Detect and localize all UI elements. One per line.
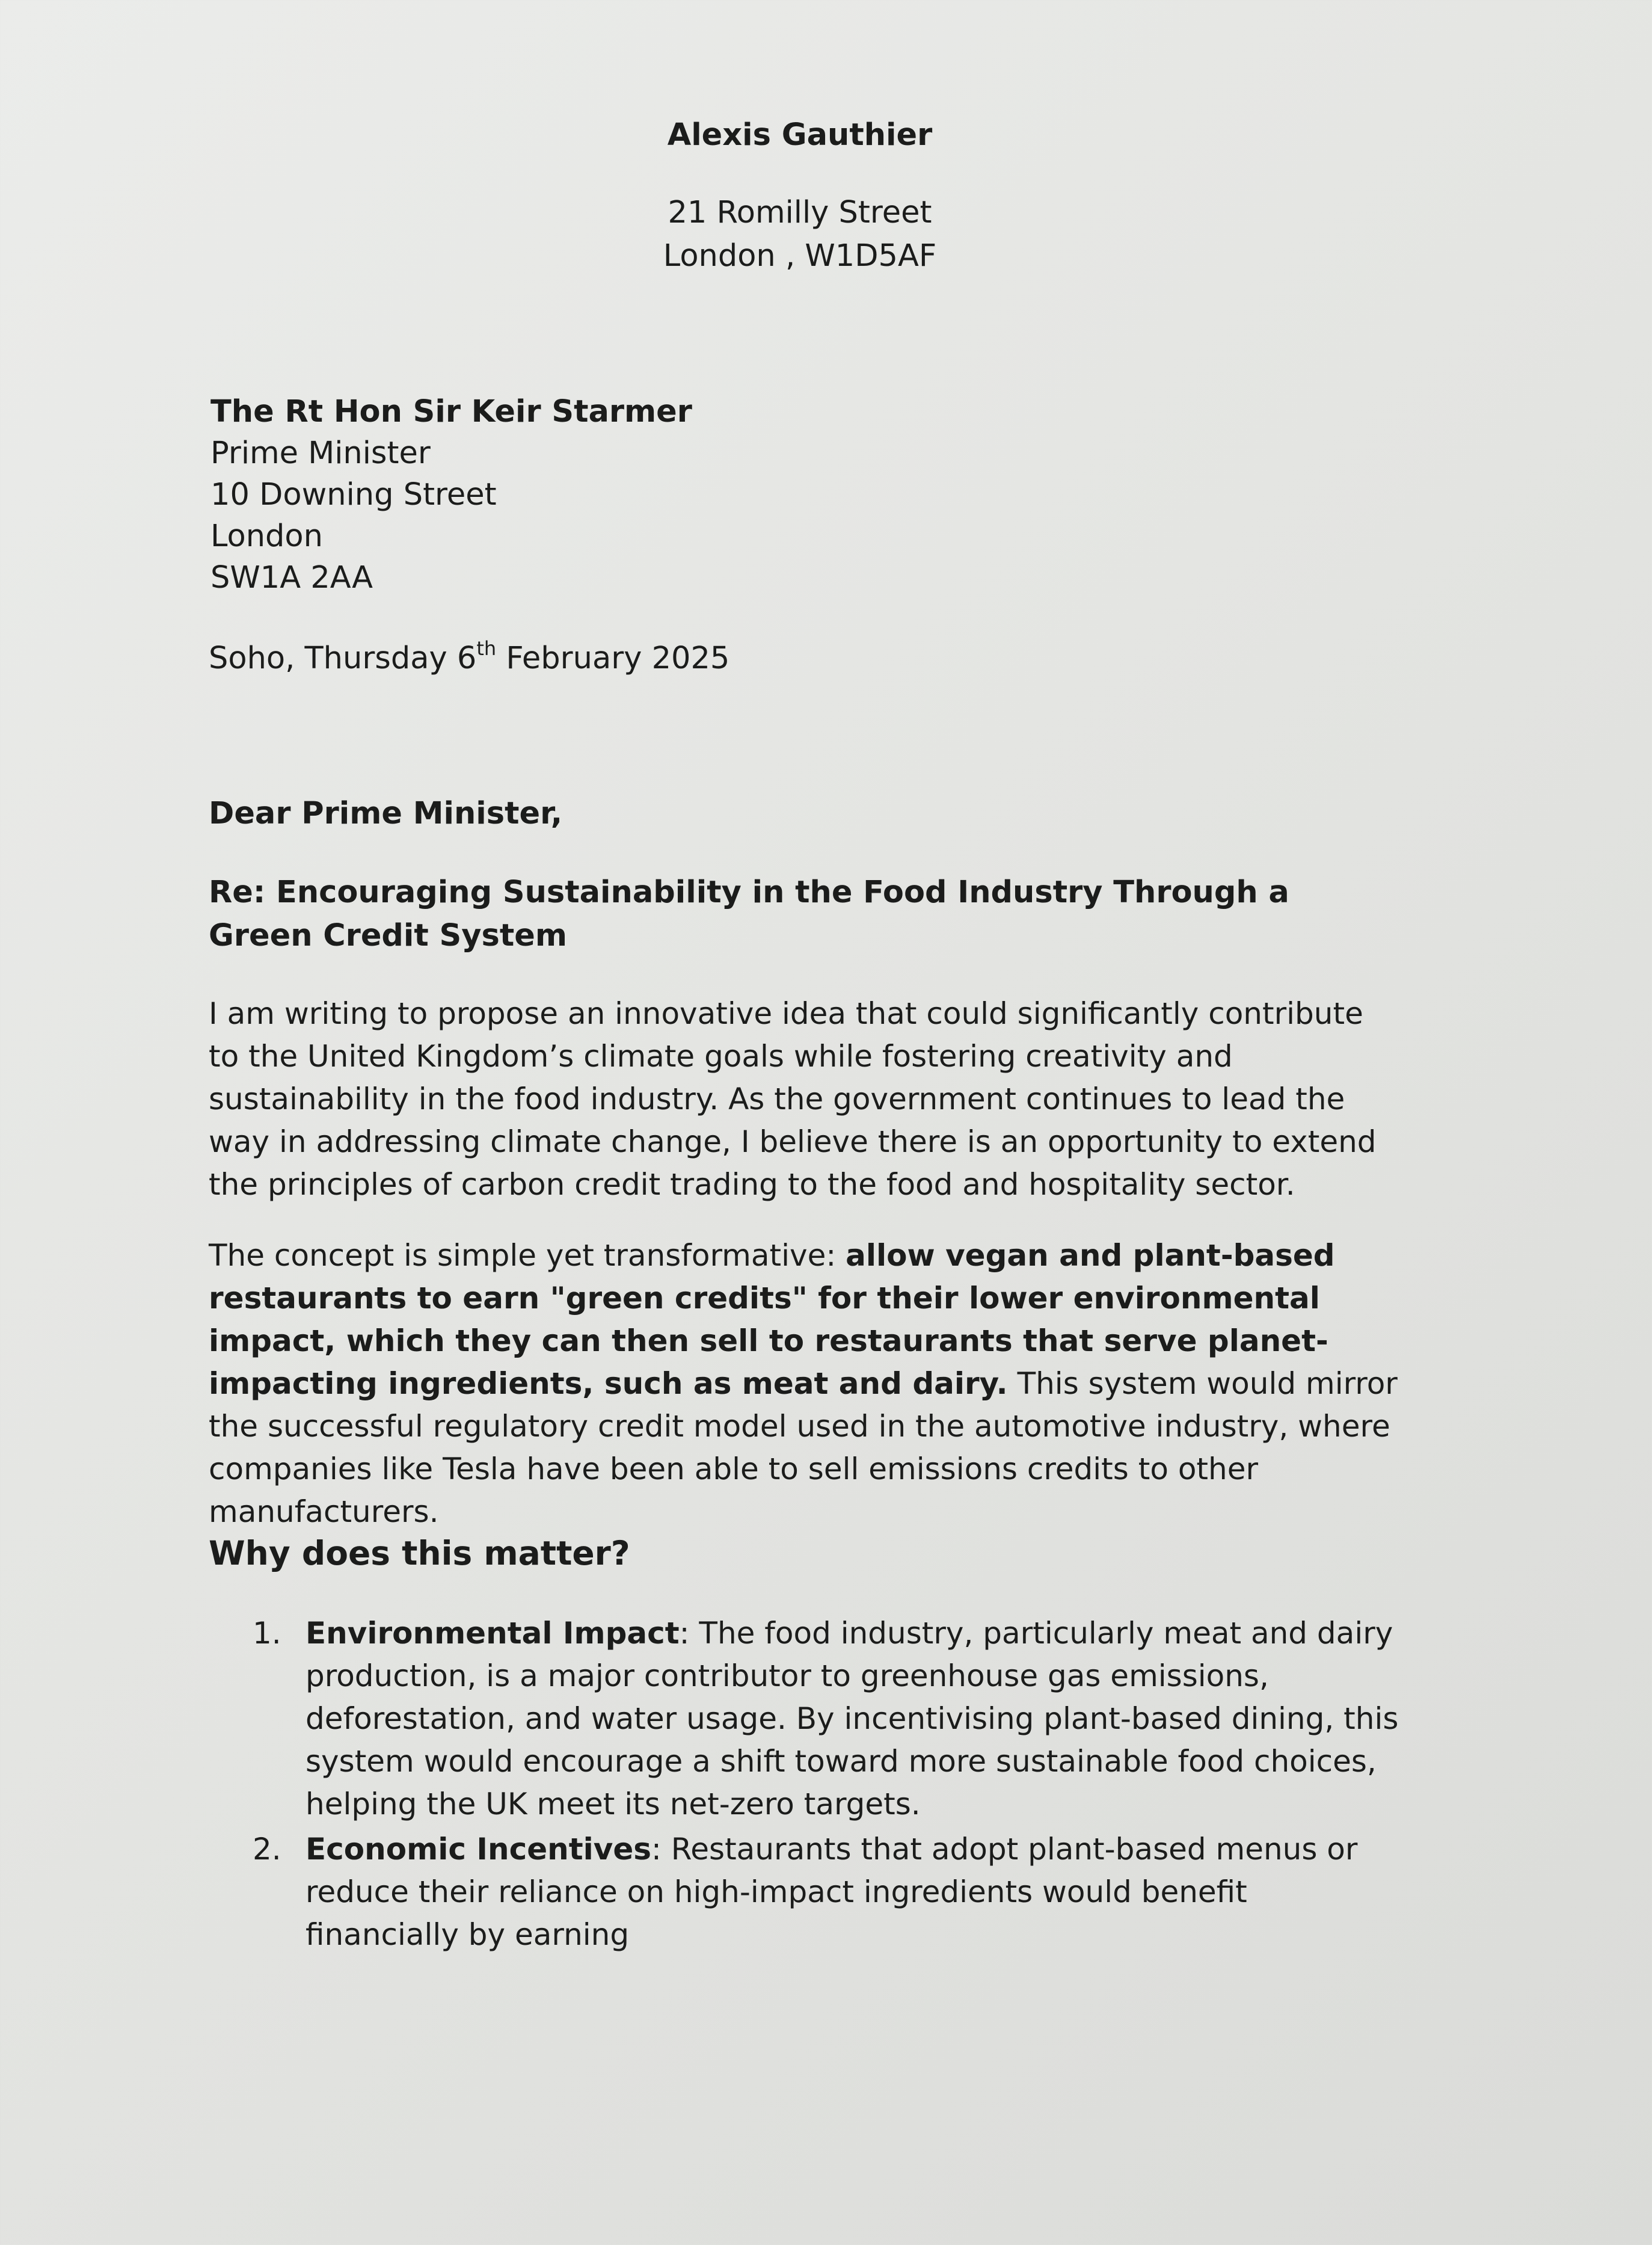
recipient-postcode: SW1A 2AA [210,560,373,596]
list-item [253,1828,1407,1956]
salutation: Dear Prime Minister, [209,796,563,831]
subject-line: Re: Encouraging Sustainability in the Food Industry Through a Green Credit System [209,875,1289,953]
recipient-street: 10 Downing Street [210,477,497,513]
paragraph-concept [209,1234,1402,1533]
list-item-term: Environmental Impact [306,1616,680,1651]
recipient-name: The Rt Hon Sir Keir Starmer [210,394,692,430]
reasons-list [253,1612,1407,1959]
paragraph-concept-rest: This system would mirror the successful regulatory credit model used in the automotive industry, where companies like Tesla have been able to sell emissions credits to other manufacturers. [209,1366,1398,1529]
sender-address-line2: London , W1D5AF [663,238,937,274]
recipient-title: Prime Minister [210,436,431,471]
list-item-text: : Restaurants that adopt plant-based menus or reduce their reliance on high-impact ingredients would benefit financially by earning [306,1832,1358,1952]
date-ordinal: th [476,637,497,660]
recipient-block [210,391,692,599]
sender-address-line1: 21 Romilly Street [668,195,932,230]
list-item-number: 1. [253,1616,281,1651]
list-item-number: 2. [253,1832,281,1867]
list-item [253,1612,1407,1826]
recipient-city: London [210,519,323,554]
list-item-text: : The food industry, particularly meat and dairy production, is a major contributor to greenhouse gas emissions, deforestation, and water usage. By incentivising plant-based dining, this system would encourage a shift toward more sustainable food choices, helping the UK meet its net-zero targets. [306,1616,1399,1822]
paragraph-concept-bold: allow vegan and plant-based restaurants to earn "green credits" for their lower environmental impact, which they can then sell to restaurants that serve planet-impacting ingredients, such as meat and dairy. [209,1238,1335,1401]
date-prefix: Soho, Thursday 6 [209,641,477,676]
sender-block [0,114,1600,278]
sender-name: Alexis Gauthier [667,117,933,153]
list-item-term: Economic Incentives [306,1832,652,1867]
show-through-print [1146,256,1652,645]
date-suffix: February 2025 [496,641,730,676]
paragraph-concept-lead: The concept is simple yet transformative: [209,1238,846,1273]
letter-date [209,638,729,680]
section-heading: Why does this matter? [209,1534,630,1572]
sender-address [0,191,1600,278]
paragraph-intro: I am writing to propose an innovative idea that could significantly contribute to the United Kingdom’s climate goals while fostering creativity and sustainability in the food industry. As the government continues to lead the way in addressing climate change, I believe there is an opportunity to extend the principles of carbon credit trading to the food and hospitality sector. [209,996,1377,1202]
